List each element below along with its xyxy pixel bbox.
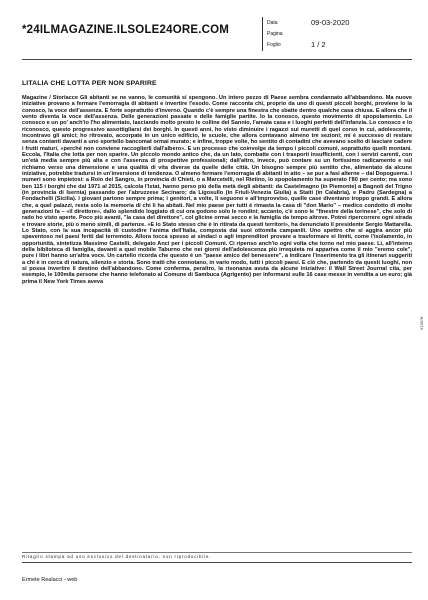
article-headline: LITALIA CHE LOTTA PER NON SPARIRE	[22, 80, 157, 87]
footer-client: Ermete Realacci - web	[22, 577, 78, 583]
article-body	[22, 95, 412, 549]
footer-divider	[22, 562, 412, 563]
sheet-label: Foglio	[267, 42, 281, 48]
source-name: *24ILMAGAZINE.ILSOLE24ORE.COM	[22, 24, 230, 36]
meta-box	[262, 17, 413, 51]
article-kicker: Magazine / Storiacce	[22, 95, 78, 101]
press-clipping-disclaimer: Ritaglio stampa ad uso esclusivo del destinatario, non riproducibile.	[22, 552, 412, 559]
page-label: Pagina	[267, 31, 283, 37]
date-value: 09-03-2020	[311, 18, 350, 27]
sheet-value: 1 / 2	[311, 40, 326, 49]
side-code: 074978	[419, 316, 424, 330]
header-divider	[22, 59, 412, 60]
article-text: Gli abitanti se ne vanno, le comunità si spengono. Un intero pezzo di Paese sembra condannato all'abbandono. Ma nuove iniziative provano a fermare l'emorragia di abitanti e invertire l'esodo. Come racconta chi, proprio da uno di questi piccoli borghi, proviene lo la conosco, la voce dell'assenza. E forte soprattutto d'inverno. Quando c'è sempre una finestra che sbatte dentro qualche casa chiusa. E allora che il vento diventa la voce dell'assenza. Delle generazioni passate e delle famiglie partite. Io la conosco, questo movimento di spopolamento. Lo conosco e un po' anch'io l'ho alimentato, lasciando molto presto le colline del Sannio, l'amata casa e i luoghi perfetti dell'infanzia. Lo conosco e lo riconosco, questo progressivo assottigliarsi dei borghi. In questi anni, ho visto diminuire i ragazzi sui muretti di quel corso in cui, adolescente, incontravo gli amici; ho ritrovato, accorpate in un unico edificio, le scuole, che allora contavano almeno tre sezioni; mi è successo di restare senza contanti davanti a uno sportello bancomat ormai murato; e infine, troppe volte, ho sentito di contadini che avevano scelto di lasciare cadere i frutti maturi, «perché non conviene raccoglierli dall'albero». E un processo che coinvolge da tempo i piccoli comuni, soprattutto quelli montani. Eccola, l'Italia che lotta per non sparire. Un piccolo mondo antico che, da un lato, combatte con i trasporti insufficienti, con i servizi carenti, con un'età media sempre più alta e con l'assenza di prospettive professionali; dall'altro, invece, può contare su un fortissimo radicamento e sul richiamo verso una dimensione e una qualità di vita diverse da quelle delle città. Un bisogno sempre più sentito che, alimentato da alcune iniziative, potrebbe tradursi in un'inversione di tendenza. O almeno fermare l'emorragia di abitanti in atto – se pur a fasi alterne – dal Dopoguerra. I numeri sono impietosi: a Roio del Sangro, in provincia di Chieti, o a Marcetelli, nel Rietino, lo spopolamento ha superato l'80 per cento; ma sono ben 115 i borghi che dal 1971 al 2015, calcola l'Istat, hanno perso più della metà degli abitanti: da Castelmagno (in Piemonte) a Bagnoli del Trigno (in provincia di Isernia) passando per l'abruzzese Secinaro; da Ligosullo (in Friuli-Venezia Giulia) a Staiti (in Calabria), e Padru (Sardegna) a Fondachelli (Sicilia). I giovani partono sempre prima; i genitori, a volte, li seguono e all'improvviso, quelle case diventano troppo grandi. E allora che, a quel palazzi, resta solo la memoria di chi li ha abitati. Nel mio paese per tutti è rimasta la casa di "don Mario" – medico condotto di molte generazioni fa – «il direttore», dallo splendido loggiato di cui ora godono solo le rondini; accanto, c'è sono le "finestre della torinese", che solo di rado ho visto aperte. Poco più avanti, "la casa del direttore", col glicine ormai secco e la famiglia da tempo altrove. Potrei ripercorrere ogni strada e trovare storie, più o meno simili, di partenze. «E lo Stato stesso che è in ritirata da questi territori», ha denunciato il presidente Sergio Mattarella. Lo Stato, con la sua incapacità di custodire l'anima dell'Italia, composta dai suoi ottomila campanili. Uno spettro che si aggira ancor più spaventoso nei paesi feriti dal terremoto. Allora tocca spesso ai sindaci o agli imprenditori provare a trasformare ei limiti, come l'isolamento, in opportunità, sintetizza Massimo Castelli, delegato Anci per i piccoli Comuni. Ci ripenso anch'io ogni volta che torno nel mio paese. Lì, all'interno della biblioteca di famiglia, davanti a quel mobile Taburno che nei giorni dell'adolescenza più irrequieta mi appariva come il mio "eremo cole", pure i libri hanno un'altra voce. Un cartello ricorda che questo è un "paese amico del benessere", a indicare l'inserimento tra gli itinerari suggeriti a chi è in cerca di natura, silenzio e storia. Sono tratti che connotano, in vario modo, tutti i piccoli paesi. E ciò che, partendo da questi luoghi, non si possa invertire il destino dell'abbandono. Come conferma, peraltro, la risonanza avuta da alcune iniziative: il Wall Street Journal cita, per esempio, le 100mila persone che hanno telefonato al Comune di Sambuca (Agrigento) per informarsi sulle 16 case messe in vendita a un euro; già prima il New York Times aveva	[22, 95, 412, 285]
date-label: Data	[267, 20, 278, 26]
